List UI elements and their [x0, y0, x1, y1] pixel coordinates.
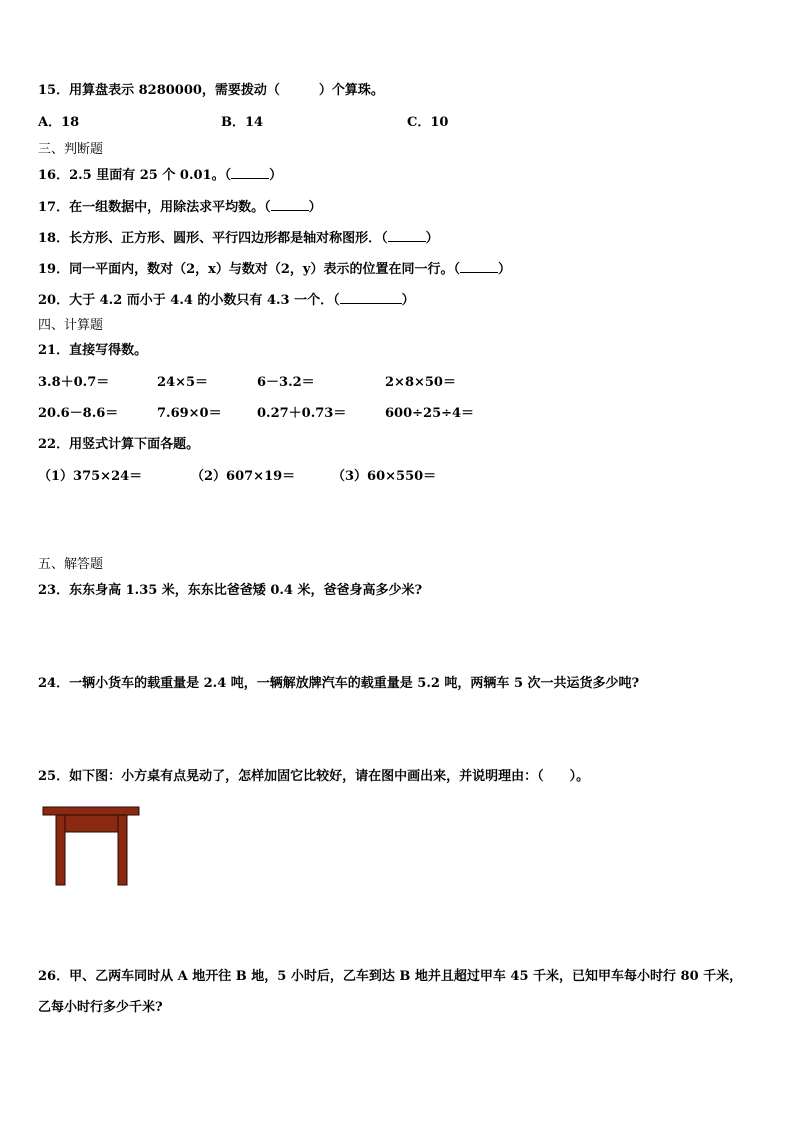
calc-item: 24×5＝: [157, 375, 209, 390]
table-top: [43, 807, 139, 815]
answer-blank[interactable]: [271, 198, 309, 211]
question-16: 16．2.5 里面有 25 个 0.01。（ ）: [38, 168, 283, 183]
question-24: 24．一辆小货车的载重量是 2.4 吨，一辆解放牌汽车的载重量是 5.2 吨，两辆车 5 次一共运货多少吨?: [38, 676, 640, 691]
question-15: 15．用算盘表示 8280000，需要拨动（ ）个算珠。: [38, 83, 384, 98]
option-c: C．10: [407, 115, 449, 130]
question-17: 17．在一组数据中，用除法求平均数。（ ）: [38, 200, 322, 215]
question-19: 19．同一平面内，数对（2，x）与数对（2，y）表示的位置在同一行。（ ）: [38, 262, 512, 277]
calc-item: 2×8×50＝: [385, 375, 456, 390]
answer-blank[interactable]: [231, 166, 269, 179]
table-leg-right: [118, 815, 127, 885]
vertical-calc-item: （1）375×24＝: [38, 469, 143, 484]
vertical-calc-item: （3）60×550＝: [332, 469, 437, 484]
question-26-line-2: 乙每小时行多少千米?: [38, 1000, 163, 1015]
table-leg-left: [56, 815, 65, 885]
calc-item: 20.6－8.6＝: [38, 406, 119, 421]
question-25: 25．如下图：小方桌有点晃动了，怎样加固它比较好，请在图中画出来，并说明理由：（ ）。: [38, 769, 590, 784]
question-20: 20．大于 4.2 而小于 4.4 的小数只有 4.3 一个．（ ）: [38, 293, 415, 308]
table-apron: [64, 815, 119, 832]
question-21: 21．直接写得数。: [38, 343, 148, 358]
question-22: 22．用竖式计算下面各题。: [38, 437, 200, 452]
question-18: 18．长方形、正方形、圆形、平行四边形都是轴对称图形．（ ）: [38, 231, 439, 246]
option-a: A．18: [38, 115, 80, 130]
answer-blank[interactable]: [340, 291, 402, 304]
option-b: B．14: [221, 115, 264, 130]
calc-item: 3.8＋0.7＝: [38, 375, 110, 390]
section-title-calculation: 四、计算题: [38, 318, 104, 333]
calc-item: 0.27＋0.73＝: [257, 406, 347, 421]
section-title-word-problems: 五、解答题: [38, 557, 104, 572]
calc-item: 600÷25÷4＝: [385, 406, 475, 421]
calc-item: 7.69×0＝: [157, 406, 222, 421]
answer-blank[interactable]: [388, 229, 426, 242]
question-23: 23．东东身高 1.35 米，东东比爸爸矮 0.4 米，爸爸身高多少米?: [38, 583, 423, 598]
vertical-calc-item: （2）607×19＝: [191, 469, 296, 484]
question-26-line-1: 26．甲、乙两车同时从 A 地开往 B 地，5 小时后，乙车到达 B 地并且超过甲车 45 千米，已知甲车每小时行 80 千米，: [38, 969, 743, 984]
wobbly-table-figure: [42, 806, 142, 888]
answer-blank[interactable]: [460, 260, 498, 273]
section-title-judgement: 三、判断题: [38, 142, 104, 157]
calc-item: 6－3.2＝: [257, 375, 315, 390]
